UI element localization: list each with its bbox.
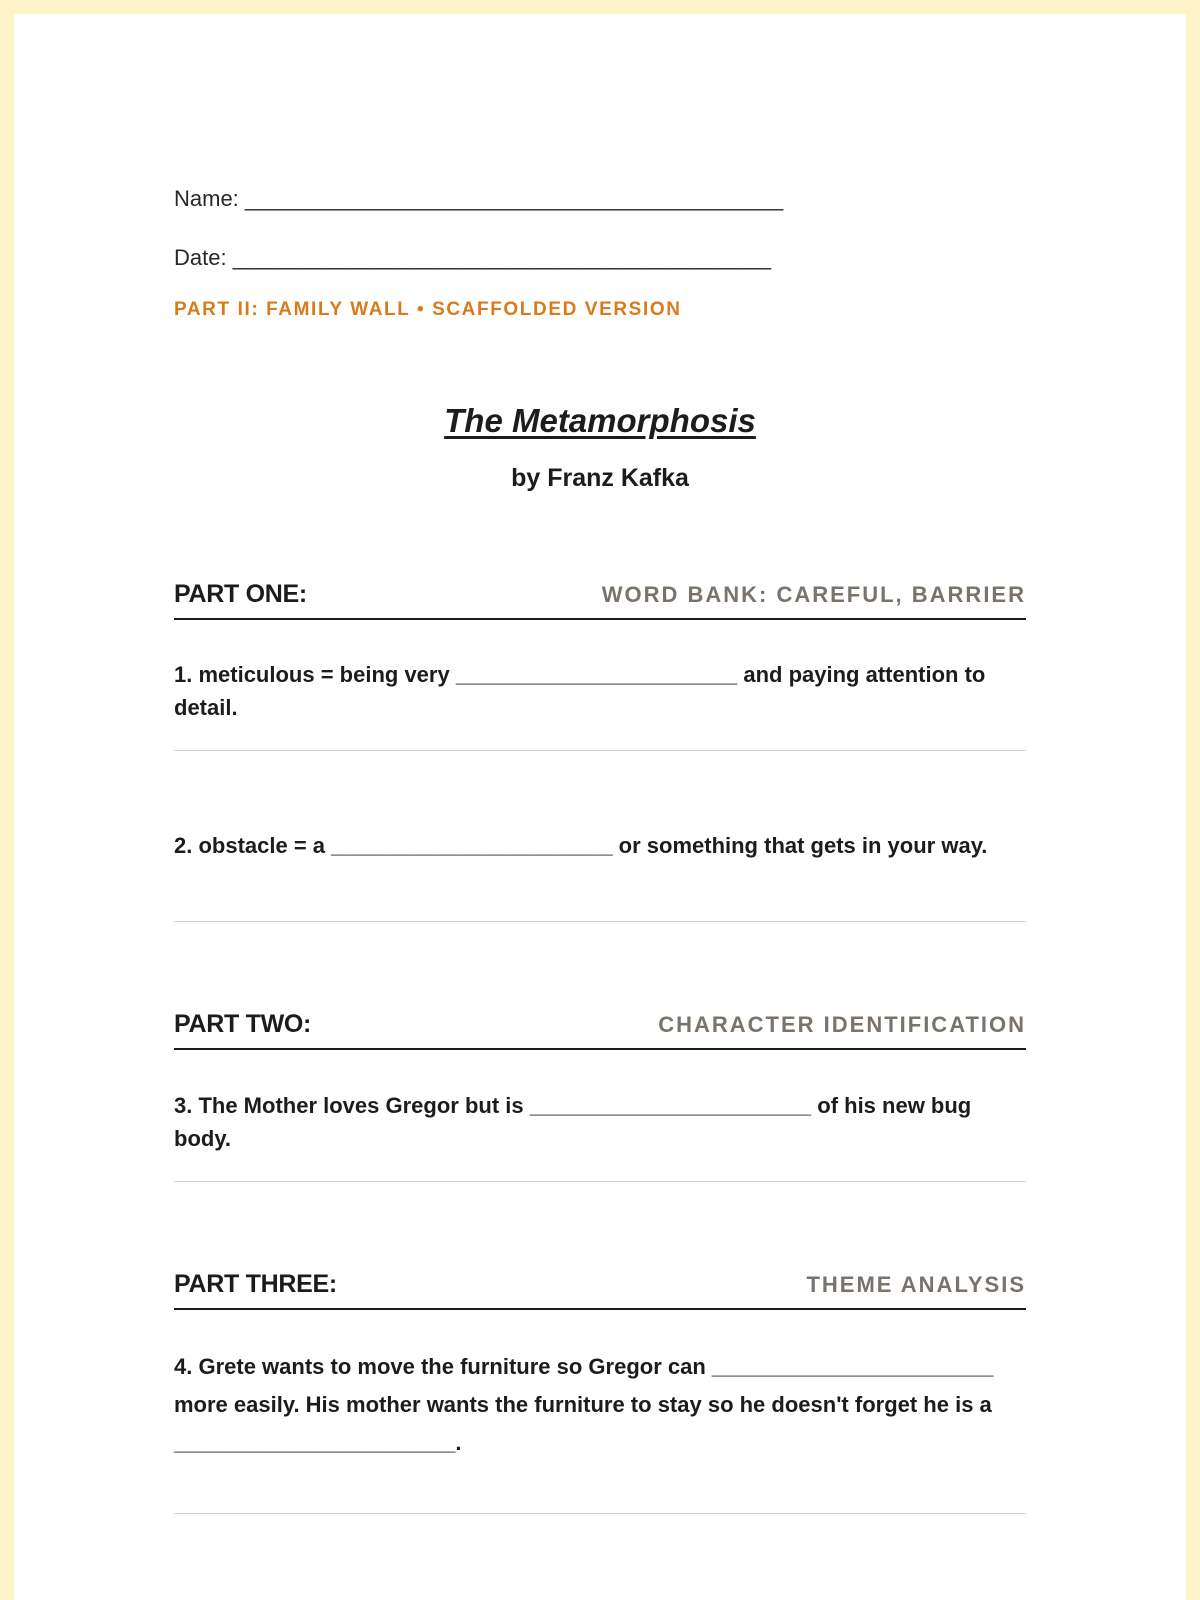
divider [174, 1181, 1026, 1182]
question-3: 3. The Mother loves Gregor but is _______________________ of his new bug body. [174, 1093, 972, 1151]
word-bank: WORD BANK: CAREFUL, BARRIER [601, 582, 1026, 607]
question-2: 2. obstacle = a _______________________ or something that gets in your way. [174, 833, 988, 858]
worksheet-page [14, 14, 1186, 1600]
question-4: 4. Grete wants to move the furniture so Gregor can _______________________ more easily. His mother wants the furniture to stay so he doesn't forget he is a _______________________. [174, 1354, 994, 1455]
section-title: PART THREE: [174, 1270, 337, 1298]
divider [174, 921, 1026, 922]
divider [174, 750, 1026, 751]
date-field: Date: ____________________________________________ [174, 245, 772, 270]
section-title: PART TWO: [174, 1010, 312, 1038]
name-field: Name: ____________________________________________ [174, 186, 784, 211]
part-label: PART II: FAMILY WALL • SCAFFOLDED VERSION [174, 299, 682, 320]
section-note: THEME ANALYSIS [806, 1272, 1026, 1297]
divider [174, 1513, 1026, 1514]
section-header-part-one [174, 574, 1026, 620]
book-title: The Metamorphosis [444, 402, 756, 439]
question-1: 1. meticulous = being very _______________________ and paying attention to detail. [174, 662, 986, 720]
book-author: by Franz Kafka [511, 464, 689, 492]
section-header-part-two [174, 1004, 1026, 1050]
section-note: CHARACTER IDENTIFICATION [658, 1012, 1026, 1037]
section-header-part-three [174, 1264, 1026, 1310]
section-title: PART ONE: [174, 580, 307, 608]
